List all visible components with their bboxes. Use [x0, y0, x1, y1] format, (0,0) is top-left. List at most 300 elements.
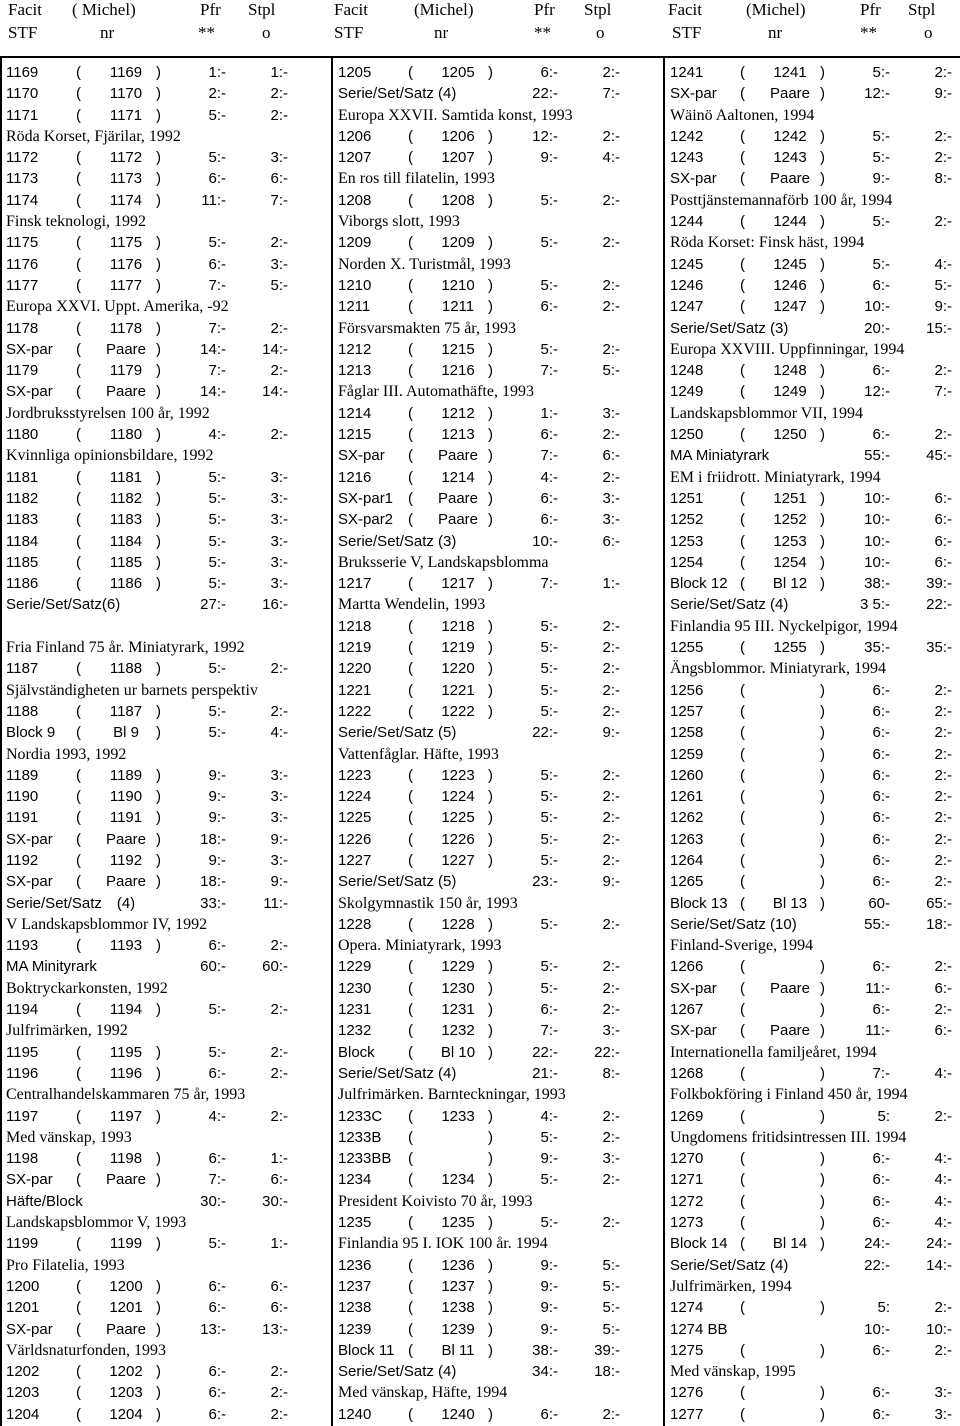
catalog-row	[670, 424, 960, 445]
section-heading: Nordia 1993, 1992	[6, 745, 127, 763]
header-o: o	[924, 23, 933, 42]
price-used: 2:-	[270, 1384, 288, 1402]
price-mint: 6:-	[208, 1405, 226, 1423]
catalog-row	[670, 1191, 960, 1212]
price-mint: 4:-	[540, 1107, 558, 1125]
michel-number: 1197	[109, 1107, 143, 1125]
catalog-row	[6, 1063, 306, 1084]
open-paren: (	[740, 1150, 745, 1168]
michel-number: Bl 9	[113, 724, 139, 742]
facit-number: SX-par	[338, 447, 385, 465]
michel-number: 1254	[773, 553, 807, 571]
price-mint: 9:-	[540, 1256, 558, 1274]
price-mint: 7:-	[208, 276, 226, 294]
price-mint: 7:-	[208, 319, 226, 337]
close-paren: )	[156, 319, 161, 337]
catalog-row	[338, 1106, 638, 1127]
michel-number: 1178	[109, 319, 143, 337]
section-heading: Med vänskap, 1995	[670, 1363, 796, 1381]
price-used: 9:-	[602, 724, 620, 742]
open-paren: (	[740, 788, 745, 806]
price-used: 14:-	[262, 340, 288, 358]
facit-number: 1221	[338, 681, 372, 699]
michel-number: 1250	[773, 426, 807, 444]
price-mint: 22:-	[532, 1043, 558, 1061]
catalog-row	[670, 254, 960, 275]
open-paren: (	[76, 1107, 81, 1125]
close-paren: )	[820, 149, 825, 167]
open-paren: (	[76, 468, 81, 486]
facit-number: 1253	[670, 532, 704, 550]
catalog-row	[6, 1319, 306, 1340]
close-paren: )	[156, 1150, 161, 1168]
price-used: 2:-	[934, 213, 952, 231]
price-mint: 14:-	[200, 340, 226, 358]
price-mint: 6:-	[872, 702, 890, 720]
catalog-row	[338, 1042, 638, 1063]
catalog-row	[6, 1042, 306, 1063]
price-mint: 5:-	[540, 915, 558, 933]
close-paren: )	[488, 1128, 493, 1146]
facit-number: Block 11	[338, 1341, 395, 1359]
facit-number: 1261	[670, 788, 704, 806]
michel-number: 1212	[441, 404, 475, 422]
price-mint: 5:-	[208, 511, 226, 529]
close-paren: )	[820, 553, 825, 571]
price-mint: 5:-	[872, 64, 890, 81]
price-mint: 5:-	[208, 1001, 226, 1019]
open-paren: (	[408, 766, 413, 784]
price-used: 2:-	[602, 830, 620, 848]
catalog-row	[670, 318, 960, 339]
michel-number: Bl 14	[772, 1235, 808, 1253]
facit-number: SX-par	[670, 1022, 717, 1040]
catalog-row	[670, 914, 960, 935]
price-mint: 10:-	[864, 298, 890, 316]
price-mint: 6:-	[872, 958, 890, 976]
price-used: 2:-	[270, 1107, 288, 1125]
close-paren: )	[820, 1384, 825, 1402]
michel-number: 1244	[773, 213, 807, 231]
facit-number: SX-par	[670, 85, 717, 103]
price-used: 2:-	[602, 766, 620, 784]
open-paren: (	[76, 809, 81, 827]
catalog-row	[6, 1191, 306, 1212]
price-used: 2:-	[602, 915, 620, 933]
close-paren: )	[488, 809, 493, 827]
michel-number: 1248	[773, 362, 807, 380]
open-paren: (	[76, 511, 81, 529]
price-used: 2:-	[602, 1128, 620, 1146]
close-paren: )	[820, 85, 825, 103]
price-used: 2:-	[602, 127, 620, 145]
price-used: 2:-	[270, 106, 288, 124]
open-paren: (	[740, 511, 745, 529]
price-mint: 7:-	[540, 1022, 558, 1040]
price-used: 2:-	[602, 979, 620, 997]
catalog-row	[6, 275, 306, 296]
close-paren: )	[488, 1277, 493, 1295]
michel-number: 1201	[109, 1299, 143, 1317]
open-paren: (	[740, 85, 745, 103]
price-mint: 5:-	[540, 851, 558, 869]
facit-number: 1207	[338, 149, 372, 167]
open-paren: (	[76, 255, 81, 273]
price-mint: 24:-	[864, 1235, 890, 1253]
price-used: 2:-	[934, 766, 952, 784]
close-paren: )	[156, 1363, 161, 1381]
open-paren: (	[408, 1214, 413, 1232]
michel-number: 1230	[441, 979, 475, 997]
price-used: 2:-	[602, 702, 620, 720]
price-used: 2:-	[270, 1001, 288, 1019]
facit-number: 1220	[338, 660, 372, 678]
close-paren: )	[820, 873, 825, 891]
catalog-row	[6, 956, 306, 977]
facit-number: MA Miniatyrark	[670, 447, 770, 465]
price-mint: 5:-	[540, 766, 558, 784]
section-heading: Centralhandelskammaren 75 år, 1993	[6, 1086, 246, 1104]
price-mint: 6:-	[208, 1363, 226, 1381]
catalog-row	[6, 1276, 306, 1297]
michel-number: 1194	[109, 1001, 143, 1019]
price-used: 2:-	[270, 234, 288, 252]
michel-number: 1221	[441, 681, 475, 699]
michel-number: Bl 13	[772, 894, 808, 912]
price-used: 2:-	[934, 873, 952, 891]
facit-number: 1172	[6, 149, 39, 167]
price-used: 2:-	[602, 1405, 620, 1423]
michel-number: Bl 12	[772, 575, 808, 593]
price-used: 18:-	[594, 1363, 620, 1381]
open-paren: (	[76, 191, 81, 209]
open-paren: (	[76, 851, 81, 869]
price-mint: 23:-	[532, 873, 558, 891]
michel-number: Paare	[437, 447, 479, 465]
catalog-row	[670, 62, 960, 83]
price-used: 8:-	[602, 1064, 620, 1082]
open-paren: (	[740, 213, 745, 231]
price-mint: 6:-	[540, 1405, 558, 1423]
price-used: 6:-	[934, 553, 952, 571]
price-mint: 11:-	[865, 1022, 890, 1040]
open-paren: (	[740, 1001, 745, 1019]
open-paren: (	[408, 127, 413, 145]
facit-number: SX-par2	[338, 511, 394, 529]
catalog-row	[338, 1361, 638, 1382]
catalog-row	[670, 680, 960, 701]
price-used: 16:-	[262, 596, 288, 614]
open-paren: (	[740, 255, 745, 273]
facit-number: Serie/Set/Satz (5)	[338, 724, 457, 742]
michel-number: 1179	[109, 362, 143, 380]
catalog-row	[6, 1404, 306, 1425]
michel-number: 1253	[773, 532, 807, 550]
michel-number: 1181	[109, 468, 143, 486]
open-paren: (	[740, 958, 745, 976]
michel-number: 1243	[773, 149, 807, 167]
header-michel: ( Michel)	[72, 0, 136, 19]
open-paren: (	[740, 745, 745, 763]
catalog-row	[338, 147, 638, 168]
catalog-row	[338, 616, 638, 637]
catalog-row	[670, 637, 960, 658]
catalog-row	[6, 999, 306, 1020]
price-mint: 6:-	[872, 745, 890, 763]
michel-number: 1175	[109, 234, 143, 252]
close-paren: )	[156, 191, 161, 209]
facit-number: 1176	[6, 255, 39, 273]
facit-number: 1245	[670, 255, 704, 273]
price-mint: 35:-	[864, 639, 890, 657]
close-paren: )	[820, 1022, 825, 1040]
close-paren: )	[488, 64, 493, 81]
facit-number: 1264	[670, 851, 704, 869]
price-used: 2:-	[602, 851, 620, 869]
facit-number: 1275	[670, 1341, 704, 1359]
close-paren: )	[820, 724, 825, 742]
close-paren: )	[820, 809, 825, 827]
catalog-row	[338, 850, 638, 871]
catalog-row	[670, 1340, 960, 1361]
price-mint: 9:-	[208, 766, 226, 784]
header-facit: Facit	[8, 0, 42, 19]
close-paren: )	[156, 702, 161, 720]
michel-number: 1210	[441, 276, 475, 294]
close-paren: )	[488, 830, 493, 848]
section-heading: Julfrimärken. Barnteckningar, 1993	[338, 1086, 566, 1104]
close-paren: )	[488, 702, 493, 720]
header-michel: (Michel)	[414, 0, 474, 19]
open-paren: (	[740, 830, 745, 848]
open-paren: (	[76, 1299, 81, 1317]
price-used: 2:-	[602, 958, 620, 976]
close-paren: )	[820, 1192, 825, 1210]
price-used: 3:-	[602, 404, 620, 422]
price-used: 2:-	[934, 1299, 952, 1317]
open-paren: (	[408, 298, 413, 316]
price-used: 2:-	[934, 851, 952, 869]
price-mint: 6:-	[872, 766, 890, 784]
michel-number: Paare	[105, 340, 147, 358]
catalog-row	[670, 1063, 960, 1084]
price-used: 2:-	[602, 426, 620, 444]
price-used: 3:-	[270, 553, 288, 571]
section-heading: Med vänskap, 1993	[6, 1128, 132, 1146]
price-mint: 9:-	[540, 1150, 558, 1168]
price-mint: 6:-	[872, 1150, 890, 1168]
close-paren: )	[820, 213, 825, 231]
open-paren: (	[408, 660, 413, 678]
price-mint: 7:-	[540, 447, 558, 465]
open-paren: (	[408, 702, 413, 720]
price-mint: 6:-	[540, 64, 558, 81]
open-paren: (	[740, 851, 745, 869]
close-paren: )	[488, 575, 493, 593]
price-mint: 6:-	[872, 1384, 890, 1402]
open-paren: (	[408, 979, 413, 997]
price-used: 6:-	[270, 1277, 288, 1295]
price-mint: 34:-	[532, 1363, 558, 1381]
close-paren: )	[156, 1277, 161, 1295]
facit-number: 1193	[6, 937, 39, 955]
facit-number: SX-par	[670, 170, 717, 188]
price-used: 2:-	[934, 362, 952, 380]
close-paren: )	[488, 1320, 493, 1338]
michel-number: 1196	[109, 1064, 143, 1082]
michel-number: 1203	[109, 1384, 143, 1402]
catalog-row	[6, 488, 306, 509]
michel-number: 1206	[441, 127, 475, 145]
price-mint: 10:-	[864, 489, 890, 507]
price-mint: 6:-	[208, 1384, 226, 1402]
header-group	[0, 0, 320, 50]
facit-number: 1209	[338, 234, 372, 252]
michel-number: 1204	[109, 1405, 143, 1423]
catalog-row	[6, 339, 306, 360]
section-heading: Finlandia 95 I. IOK 100 år. 1994	[338, 1235, 548, 1253]
price-mint: 5:-	[540, 340, 558, 358]
close-paren: )	[488, 1107, 493, 1125]
close-paren: )	[820, 830, 825, 848]
michel-number: Bl 10	[440, 1043, 476, 1061]
facit-number: 1226	[338, 830, 372, 848]
facit-number: 1201	[6, 1299, 40, 1317]
michel-number: 1240	[441, 1405, 475, 1423]
section-heading: Med vänskap, Häfte, 1994	[338, 1384, 508, 1402]
price-mint: 9:-	[540, 1299, 558, 1317]
price-used: 6:-	[270, 1171, 288, 1189]
price-used: 2:-	[934, 1001, 952, 1019]
facit-number: 1224	[338, 788, 372, 806]
catalog-row	[338, 1020, 638, 1041]
close-paren: )	[156, 426, 161, 444]
price-mint: 10:-	[864, 532, 890, 550]
open-paren: (	[740, 1064, 745, 1082]
catalog-row	[670, 296, 960, 317]
price-mint: 5:-	[540, 1128, 558, 1146]
michel-number: 1182	[109, 489, 143, 507]
section-heading: Ängsblommor. Miniatyrark, 1994	[670, 660, 886, 678]
catalog-row	[670, 1404, 960, 1425]
michel-number: 1234	[441, 1171, 475, 1189]
facit-number: 1196	[6, 1064, 39, 1082]
catalog-row	[6, 190, 306, 211]
price-mint: 5:-	[540, 702, 558, 720]
close-paren: )	[820, 383, 825, 401]
open-paren: (	[76, 788, 81, 806]
open-paren: (	[740, 1405, 745, 1423]
price-mint: 3 5:-	[859, 596, 890, 614]
catalog-row	[338, 339, 638, 360]
price-used: 2:-	[934, 1341, 952, 1359]
michel-number: 1252	[773, 511, 807, 529]
price-mint: 5:-	[208, 724, 226, 742]
open-paren: (	[408, 511, 413, 529]
catalog-row	[338, 722, 638, 743]
open-paren: (	[76, 830, 81, 848]
price-mint: 6:-	[208, 1150, 226, 1168]
price-used: 4:-	[934, 1150, 952, 1168]
section-heading: EM i friidrott. Miniatyrark, 1994	[670, 468, 881, 486]
michel-number: 1193	[109, 937, 143, 955]
section-heading: Finsk teknologi, 1992	[6, 213, 147, 231]
michel-number: 1173	[109, 170, 143, 188]
catalog-row	[670, 978, 960, 999]
price-used: 24:-	[926, 1235, 952, 1253]
price-used: 2:-	[602, 340, 620, 358]
facit-number: SX-par	[6, 1320, 53, 1338]
michel-number: 1233	[441, 1107, 475, 1125]
catalog-row	[670, 1020, 960, 1041]
open-paren: (	[740, 127, 745, 145]
price-mint: 5:-	[540, 191, 558, 209]
open-paren: (	[76, 149, 81, 167]
michel-number: Paare	[105, 383, 147, 401]
section-heading: En ros till filatelin, 1993	[338, 170, 495, 188]
price-mint: 5:-	[540, 234, 558, 252]
open-paren: (	[408, 1043, 413, 1061]
catalog-row	[338, 701, 638, 722]
open-paren: (	[408, 340, 413, 358]
facit-number: Block 13	[670, 894, 728, 912]
open-paren: (	[740, 298, 745, 316]
price-used: 2:-	[602, 234, 620, 252]
close-paren: )	[156, 724, 161, 742]
price-used: 2:-	[270, 426, 288, 444]
catalog-row	[670, 956, 960, 977]
price-used: 6:-	[934, 532, 952, 550]
price-mint: 55:-	[864, 447, 890, 465]
open-paren: (	[76, 106, 81, 124]
facit-number: 1232	[338, 1022, 372, 1040]
catalog-row	[338, 807, 638, 828]
price-mint: 9:-	[540, 1277, 558, 1295]
price-used: 2:-	[602, 788, 620, 806]
close-paren: )	[156, 1384, 161, 1402]
close-paren: )	[156, 234, 161, 252]
price-mint: 9:-	[540, 149, 558, 167]
price-used: 3:-	[602, 489, 620, 507]
michel-number: Paare	[105, 830, 147, 848]
michel-number: 1185	[109, 553, 143, 571]
price-used: 4:-	[934, 1214, 952, 1232]
close-paren: )	[488, 426, 493, 444]
close-paren: )	[488, 639, 493, 657]
price-mint: 6:-	[208, 1299, 226, 1317]
open-paren: (	[740, 532, 745, 550]
catalog-row	[338, 914, 638, 935]
price-used: 30:-	[262, 1192, 288, 1210]
catalog-row	[6, 786, 306, 807]
facit-number: 1210	[338, 276, 372, 294]
close-paren: )	[488, 766, 493, 784]
header-stars: **	[534, 23, 551, 42]
open-paren: (	[408, 1001, 413, 1019]
open-paren: (	[740, 873, 745, 891]
open-paren: (	[76, 1043, 81, 1061]
facit-number: 1263	[670, 830, 704, 848]
facit-number: 1240	[338, 1405, 372, 1423]
price-mint: 6:-	[208, 1064, 226, 1082]
michel-number: Paare	[437, 489, 479, 507]
michel-number: 1251	[773, 489, 807, 507]
close-paren: )	[156, 575, 161, 593]
catalog-row	[338, 1212, 638, 1233]
facit-number: 1233B	[338, 1128, 382, 1146]
facit-number: 1206	[338, 127, 372, 145]
catalog-row	[338, 956, 638, 977]
